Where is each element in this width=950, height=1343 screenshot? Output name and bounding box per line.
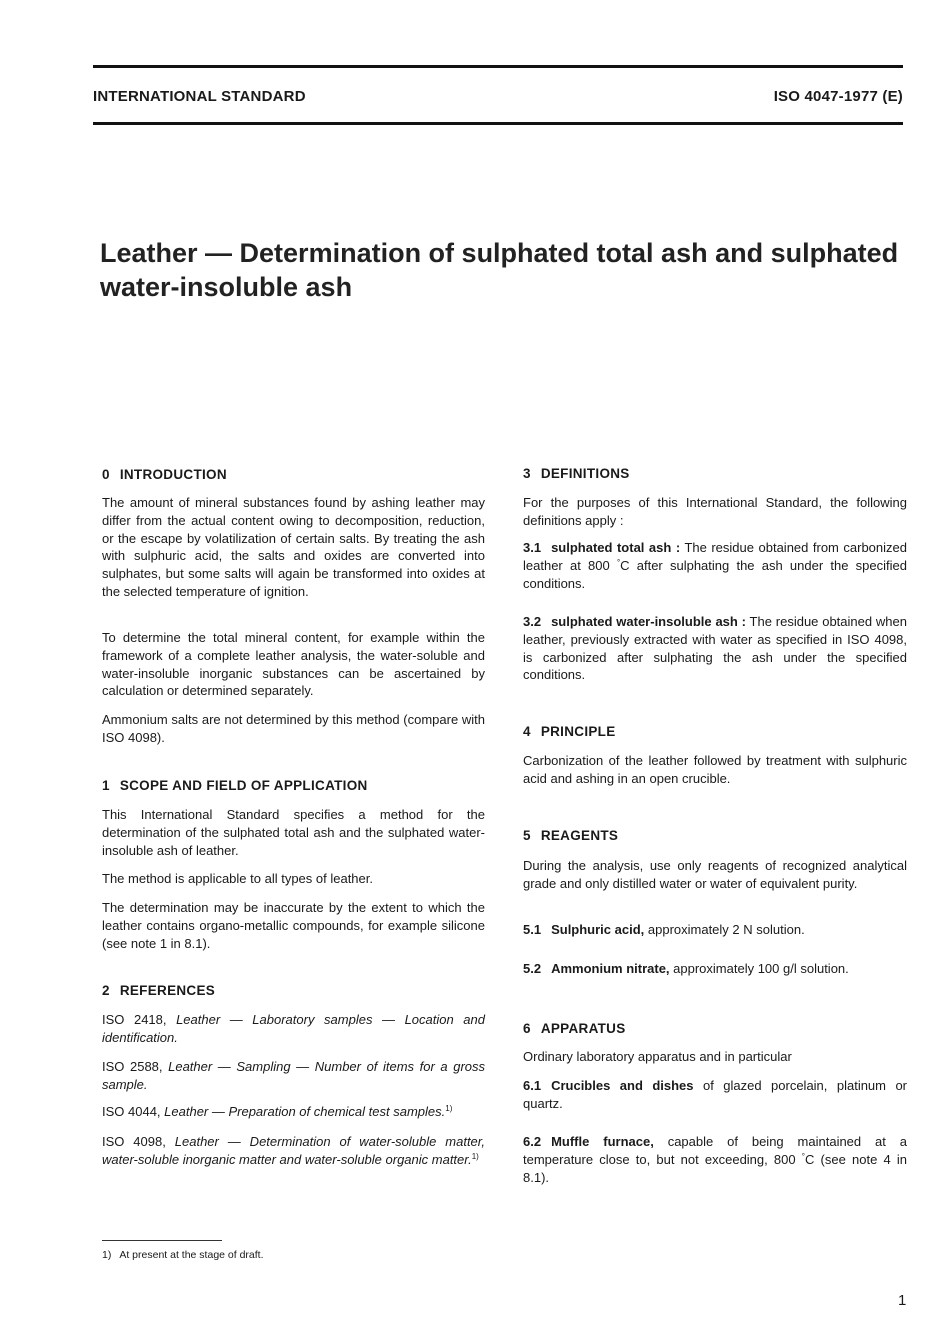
section-number: 4 [523,724,531,739]
principle-paragraph: Carbonization of the leather followed by treatment with sulphuric acid and ashing in an open crucible. [523,753,907,786]
scope-paragraph-2: The method is applicable to all types of leather. [102,871,373,886]
section-number: 5 [523,828,531,843]
page-number: 1 [898,1292,907,1309]
reagents-paragraph: During the analysis, use only reagents of recognized analytical grade and only distilled water or water of equivalent purity. [523,858,907,891]
clause-number: 3.1 [523,540,542,555]
reagent-5-1 [523,921,907,939]
intro-paragraph-1: The amount of mineral substances found by ashing leather may differ from the actual content owing to decomposition, reduction, or the escape by volatilization of certain salts. By treating the ash with sulphuric acid, the salts and oxides are converted into sulphates, but some salts will again be transformed into oxides at the selected temperature of ignition. [102,495,485,599]
header-standard-type: INTERNATIONAL STANDARD [93,88,306,105]
reagent-text: approximately 2 N solution. [644,922,805,937]
reference-title: Leather — Determination of water-soluble matter, water-soluble inorganic matter and water-soluble organic matter. [102,1134,486,1167]
definitions-paragraph: For the purposes of this International Standard, the following definitions apply : [523,495,907,528]
section-title: PRINCIPLE [540,724,616,739]
clause-number: 5.2 [523,961,542,976]
degree-sign: ° [616,557,621,567]
clause-number: 3.2 [523,614,542,629]
section-heading-principle [523,723,907,741]
apparatus-6-1 [523,1077,907,1113]
defined-term: sulphated total ash : [551,540,681,555]
section-title: REFERENCES [119,983,216,998]
header-bottom-rule [93,122,903,125]
intro-paragraph-3: Ammonium salts are not determined by this method (compare with ISO 4098). [102,712,485,745]
footnote-mark: 1) [102,1249,112,1261]
definition-text: The residue obtained from carbonized leather at 800 [523,540,907,573]
reference-item [102,1058,485,1094]
reference-code: ISO 2418, [102,1012,177,1027]
section-title: APPARATUS [540,1021,626,1036]
reference-item [102,1103,485,1121]
definition-3-1 [523,539,907,592]
section-heading-reagents [523,827,907,845]
reference-code: ISO 4044, [102,1104,165,1119]
reagent-text: approximately 100 g/l solution. [669,961,849,976]
apparatus-text: C (see note 4 in 8.1). [523,1151,908,1185]
section-number: 1 [102,778,110,793]
footnote-text: At present at the stage of draft. [119,1249,264,1261]
footnote-marker: 1) [445,1104,453,1113]
reference-item [102,1011,485,1047]
section-heading-scope [102,777,485,795]
definition-text: C after sulphating the ash under the specified conditions. [523,557,907,591]
clause-number: 6.2 [523,1134,542,1149]
apparatus-name: Muffle furnace, [551,1134,654,1149]
reference-title: Leather — Preparation of chemical test samples. [164,1104,446,1119]
section-number: 0 [102,467,110,482]
scope-paragraph-3: The determination may be inaccurate by the extent to which the leather contains organo-metallic compounds, for example silicone (see note 1 in 8.1). [102,900,485,951]
section-number: 2 [102,983,110,998]
section-title: SCOPE AND FIELD OF APPLICATION [119,778,368,793]
header-standard-number: ISO 4047-1977 (E) [773,88,903,105]
section-title: DEFINITIONS [540,466,630,481]
reference-code: ISO 2588, [102,1059,169,1074]
intro-paragraph-2: To determine the total mineral content, for example within the framework of a complete leather analysis, the water-soluble and water-insoluble inorganic substances can be ascertained by calculation or determined separately. [102,630,485,699]
section-heading-references [102,982,485,1000]
defined-term: sulphated water-insoluble ash : [551,614,746,629]
degree-sign: ° [801,1151,805,1161]
definition-3-2 [523,613,907,684]
clause-number: 5.1 [523,922,542,937]
footnote-rule [102,1240,222,1241]
apparatus-text: capable of being maintained at a temperature close to, but not exceeding, 800 [523,1134,907,1167]
definition-text: The residue obtained when leather, previously extracted with water as specified in ISO 4098, is carbonized after sulphating the ash under the specified conditions. [523,614,907,683]
scope-paragraph-1: This International Standard specifies a method for the determination of the sulphated total ash and the sulphated water-insoluble ash of leather. [102,807,485,858]
apparatus-6-2 [523,1133,907,1186]
reference-code: ISO 4098, [102,1134,175,1149]
footnote-marker: 1) [471,1151,479,1161]
reagent-5-2 [523,960,907,978]
reference-title: Leather — Laboratory samples — Location and identification. [102,1012,485,1045]
document-title: Leather — Determination of sulphated total ash and sulphated water-insoluble ash [100,238,899,302]
apparatus-name: Crucibles and dishes [551,1078,694,1093]
reference-item [102,1133,485,1169]
section-title: INTRODUCTION [119,467,227,482]
clause-number: 6.1 [523,1078,542,1093]
section-heading-apparatus [523,1020,907,1038]
section-heading-introduction [102,466,485,484]
section-title: REAGENTS [540,828,619,843]
section-heading-definitions [523,465,907,483]
reagent-name: Ammonium nitrate, [551,961,670,976]
reagent-name: Sulphuric acid, [551,922,645,937]
header-top-rule [93,65,903,68]
reference-title: Leather — Sampling — Number of items for a gross sample. [102,1059,485,1092]
section-number: 3 [523,466,531,481]
section-number: 6 [523,1021,531,1036]
apparatus-paragraph: Ordinary laboratory apparatus and in particular [523,1049,792,1064]
apparatus-text: of glazed porcelain, platinum or quartz. [523,1078,908,1111]
footnote [102,1249,264,1261]
